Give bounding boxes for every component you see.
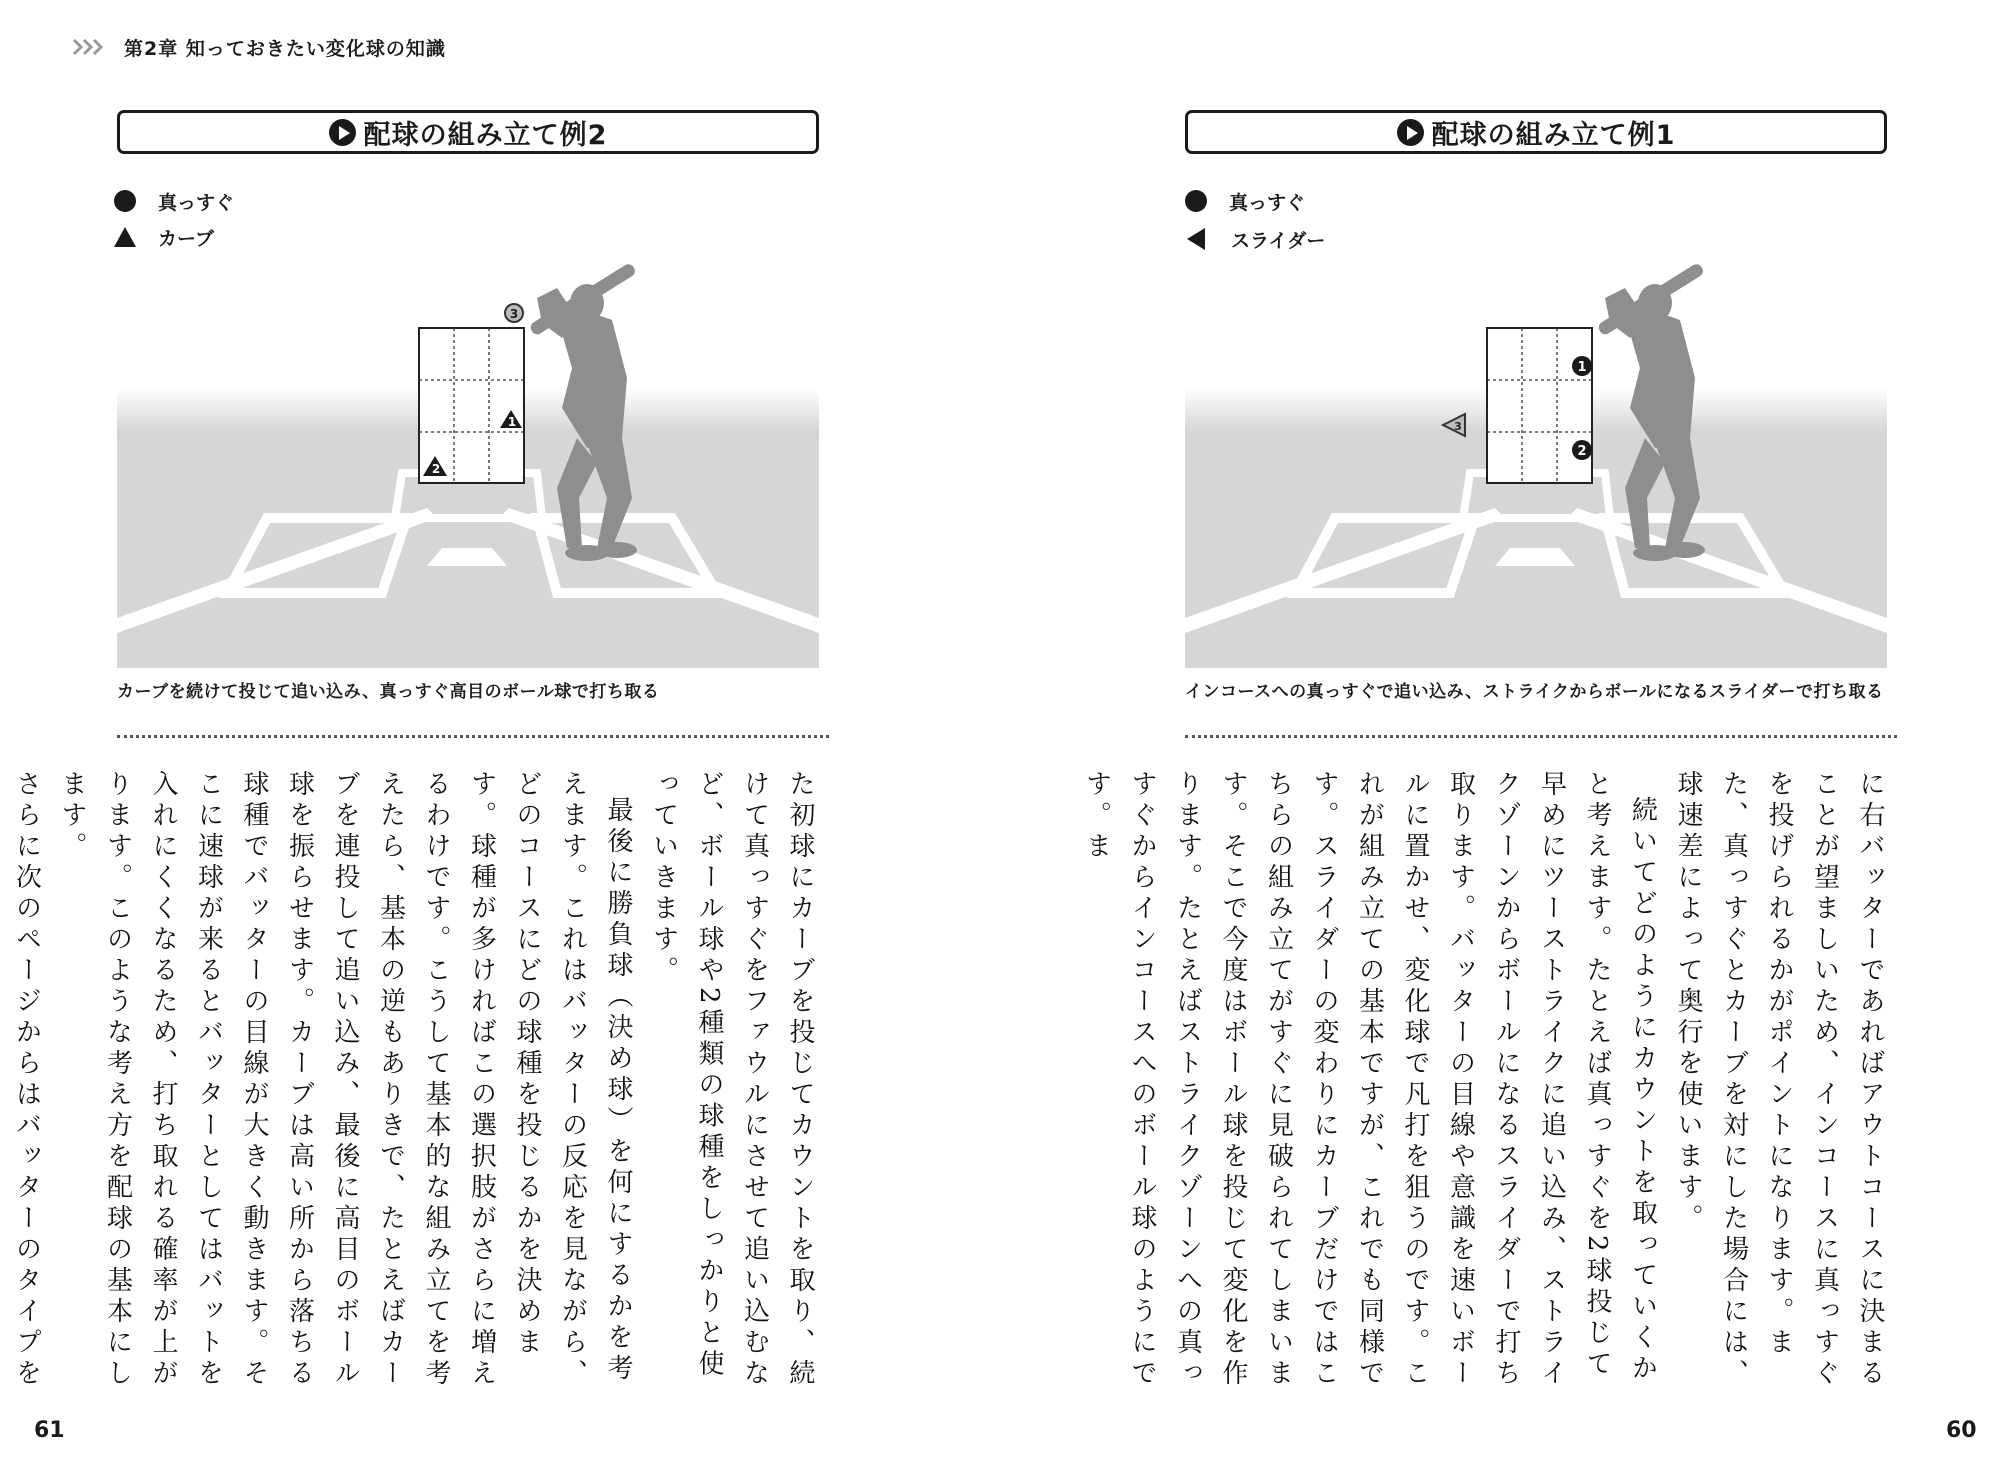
left-divider <box>117 735 829 738</box>
circle-icon <box>114 190 136 212</box>
right-divider <box>1185 735 1897 738</box>
left-legend-straight: 真っすぐ <box>114 188 234 214</box>
right-paragraph-1: に右バッターであればアウトコースに決まることが望ましいため、インコースに真っすぐを投げられるかがポイントになります。また、真っすぐとカーブを対にした場合には、球速差によって奥行を使います。 <box>1673 770 1885 1390</box>
play-icon <box>329 119 356 146</box>
pitch-mark-1 <box>1572 356 1592 376</box>
svg-text:2: 2 <box>431 462 441 476</box>
chevrons-icon <box>72 37 112 57</box>
right-page-number: 60 <box>1946 1418 1977 1443</box>
pitch-mark-3 <box>505 304 523 322</box>
triangle-left-icon <box>1187 228 1205 250</box>
right-pitch-diagram <box>1185 248 1887 668</box>
triangle-up-icon <box>114 227 136 247</box>
svg-text:1: 1 <box>1577 360 1587 375</box>
left-paragraph-1: た初球にカーブを投じてカウントを取り、続けて真っすぐをファウルにさせて追い込むなど、ボール球や2種類の球種をしっかりと使っていきます。 <box>648 770 815 1390</box>
strike-zone <box>1487 328 1592 483</box>
right-caption: インコースへの真っすぐで追い込み、ストライクからボールになるスライダーで打ち取る <box>1185 682 1884 702</box>
pitch-mark-2 <box>1572 440 1592 460</box>
left-legend-curve: カーブ <box>114 224 214 250</box>
play-icon <box>1397 119 1424 146</box>
svg-text:3: 3 <box>1454 420 1462 433</box>
left-paragraph-3: さらに次のページからはバッターのタイプを <box>11 770 42 1390</box>
left-page-number: 61 <box>34 1418 65 1443</box>
right-legend-straight: 真っすぐ <box>1185 188 1305 214</box>
right-body-text <box>1081 770 1892 1410</box>
left-paragraph-2: 最後に勝負球（決め球）を何にするかを考えます。これはバッターの反応を見ながら、どのコースにどの球種を投じるかを決めます。球種が多ければこの選択肢がさらに増えるわけです。こうして基本的な組み立てを考えたら、基本の逆もありきで、たとえばカーブを連投して追い込み、最後に高目のボール球を振らせます。カーブは高い所から落ちる球種でバッターの目線が大きく動きます。そこに速球が来るとバッターとしてはバットを入れにくくなるため、打ち取れる確率が上がります。このような考え方を配球の基本にします。 <box>57 770 633 1390</box>
svg-text:1: 1 <box>507 415 517 429</box>
left-caption: カーブを続けて投じて追い込み、真っすぐ高目のボール球で打ち取る <box>117 682 660 702</box>
left-body-text <box>11 770 822 1410</box>
left-pitch-diagram <box>117 248 819 668</box>
chapter-title: 第2章 知っておきたい変化球の知識 <box>124 37 446 60</box>
svg-text:3: 3 <box>509 307 519 321</box>
right-section-title: 配球の組み立て例1 <box>1185 110 1887 154</box>
svg-text:2: 2 <box>1577 444 1587 459</box>
left-section-title: 配球の組み立て例2 <box>117 110 819 154</box>
chapter-header <box>72 33 446 61</box>
right-legend-slider: スライダー <box>1185 226 1325 252</box>
circle-icon <box>1185 190 1207 212</box>
right-paragraph-2: 続いてどのようにカウントを取っていくかと考えます。たとえば真っすぐを2球投じて早めにツーストライクに追い込み、ストライクゾーンからボールになるスライダーで打ち取ります。バッターの目線や意識を速いボールに置かせ、変化球で凡打を狙うのです。これが組み立ての基本ですが、これでも同様です。スライダーの変わりにカーブだけではこちらの組み立てがすぐに見破られてしまいます。そこで今度はボール球を投じて変化を作ります。たとえばストライクゾーンへの真っすぐからインコースへのボール球のようにです。ま <box>1081 770 1658 1390</box>
